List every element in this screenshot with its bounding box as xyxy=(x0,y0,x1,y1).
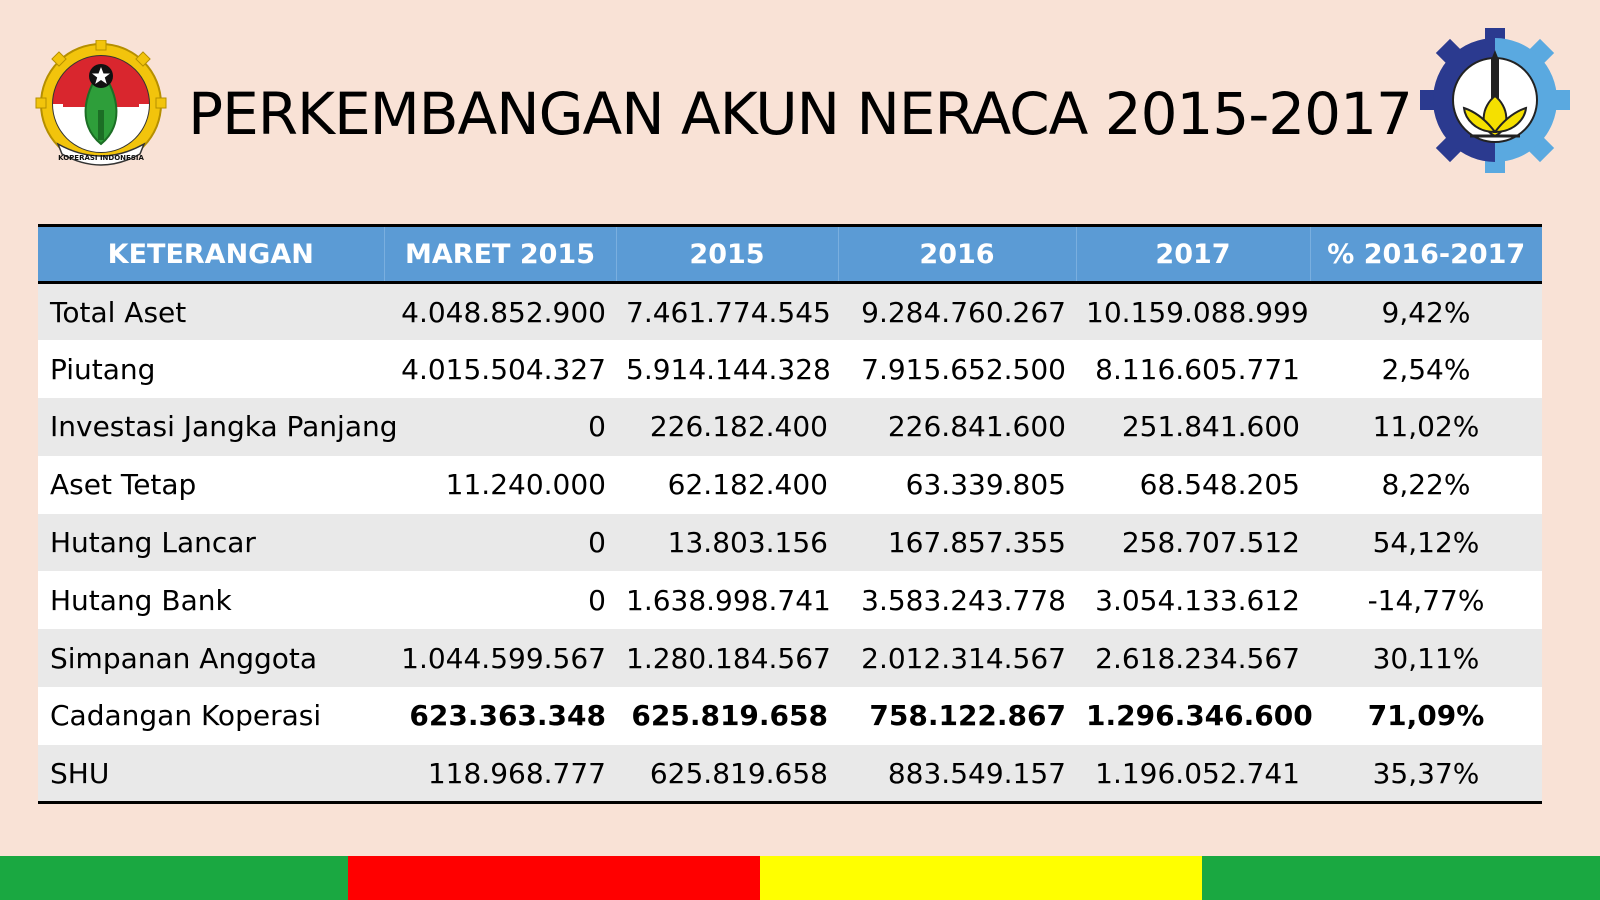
row-label: Investasi Jangka Panjang xyxy=(38,398,384,456)
table-row xyxy=(38,629,1542,687)
cell-percent: -14,77% xyxy=(1310,571,1542,629)
cell-2016: 167.857.355 xyxy=(838,514,1076,572)
cell-2016: 3.583.243.778 xyxy=(838,571,1076,629)
cell-2015: 5.914.144.328 xyxy=(616,340,838,398)
table-row xyxy=(38,571,1542,629)
cell-2015: 13.803.156 xyxy=(616,514,838,572)
cell-2015: 62.182.400 xyxy=(616,456,838,514)
header-2017: 2017 xyxy=(1076,226,1310,283)
cell-2017: 1.196.052.741 xyxy=(1076,745,1310,803)
cell-2016: 226.841.600 xyxy=(838,398,1076,456)
cell-2016: 758.122.867 xyxy=(838,687,1076,745)
cell-maret-2015: 1.044.599.567 xyxy=(384,629,616,687)
cell-2017: 8.116.605.771 xyxy=(1076,340,1310,398)
row-label: Hutang Bank xyxy=(38,571,384,629)
table-header-row xyxy=(38,226,1542,283)
table-row xyxy=(38,745,1542,803)
cell-2015: 625.819.658 xyxy=(616,687,838,745)
table-row xyxy=(38,687,1542,745)
page-title: PERKEMBANGAN AKUN NERACA 2015-2017 xyxy=(188,80,1412,148)
row-label: SHU xyxy=(38,745,384,803)
cell-2017: 3.054.133.612 xyxy=(1076,571,1310,629)
cell-2017: 68.548.205 xyxy=(1076,456,1310,514)
header-2015: 2015 xyxy=(616,226,838,283)
its-logo xyxy=(1420,28,1570,173)
row-label: Cadangan Koperasi xyxy=(38,687,384,745)
cell-percent: 9,42% xyxy=(1310,283,1542,341)
cell-percent: 71,09% xyxy=(1310,687,1542,745)
cell-percent: 8,22% xyxy=(1310,456,1542,514)
row-label: Hutang Lancar xyxy=(38,514,384,572)
header-percent-change: % 2016-2017 xyxy=(1310,226,1542,283)
cell-2016: 63.339.805 xyxy=(838,456,1076,514)
footer-segment-green-right xyxy=(1202,856,1600,900)
cell-2015: 7.461.774.545 xyxy=(616,283,838,341)
cell-2015: 625.819.658 xyxy=(616,745,838,803)
cell-2016: 7.915.652.500 xyxy=(838,340,1076,398)
cell-2017: 2.618.234.567 xyxy=(1076,629,1310,687)
footer-segment-yellow xyxy=(760,856,1202,900)
cell-2015: 226.182.400 xyxy=(616,398,838,456)
table-row xyxy=(38,514,1542,572)
table-row xyxy=(38,283,1542,341)
cell-maret-2015: 0 xyxy=(384,571,616,629)
cell-2017: 10.159.088.999 xyxy=(1076,283,1310,341)
row-label: Total Aset xyxy=(38,283,384,341)
balance-sheet-table xyxy=(38,224,1542,804)
balance-sheet-table-wrap xyxy=(38,224,1542,804)
cell-maret-2015: 0 xyxy=(384,398,616,456)
cell-percent: 30,11% xyxy=(1310,629,1542,687)
cell-maret-2015: 0 xyxy=(384,514,616,572)
cell-percent: 11,02% xyxy=(1310,398,1542,456)
header-maret-2015: MARET 2015 xyxy=(384,226,616,283)
footer-segment-red xyxy=(348,856,760,900)
row-label: Piutang xyxy=(38,340,384,398)
row-label: Simpanan Anggota xyxy=(38,629,384,687)
cell-2017: 251.841.600 xyxy=(1076,398,1310,456)
table-row xyxy=(38,340,1542,398)
cell-2016: 9.284.760.267 xyxy=(838,283,1076,341)
cell-percent: 54,12% xyxy=(1310,514,1542,572)
cell-2017: 258.707.512 xyxy=(1076,514,1310,572)
table-row xyxy=(38,456,1542,514)
table-row xyxy=(38,398,1542,456)
cell-percent: 35,37% xyxy=(1310,745,1542,803)
cell-2016: 2.012.314.567 xyxy=(838,629,1076,687)
header-keterangan: KETERANGAN xyxy=(38,226,384,283)
header-2016: 2016 xyxy=(838,226,1076,283)
footer-color-bar xyxy=(0,856,1600,900)
cell-maret-2015: 4.015.504.327 xyxy=(384,340,616,398)
cell-maret-2015: 11.240.000 xyxy=(384,456,616,514)
cell-maret-2015: 118.968.777 xyxy=(384,745,616,803)
cell-2015: 1.280.184.567 xyxy=(616,629,838,687)
cell-2017: 1.296.346.600 xyxy=(1076,687,1310,745)
cell-percent: 2,54% xyxy=(1310,340,1542,398)
footer-segment-green-left xyxy=(0,856,348,900)
cell-2016: 883.549.157 xyxy=(838,745,1076,803)
cell-maret-2015: 623.363.348 xyxy=(384,687,616,745)
cell-2015: 1.638.998.741 xyxy=(616,571,838,629)
row-label: Aset Tetap xyxy=(38,456,384,514)
cell-maret-2015: 4.048.852.900 xyxy=(384,283,616,341)
logo-left-text: KOPERASI INDONESIA xyxy=(58,154,144,162)
